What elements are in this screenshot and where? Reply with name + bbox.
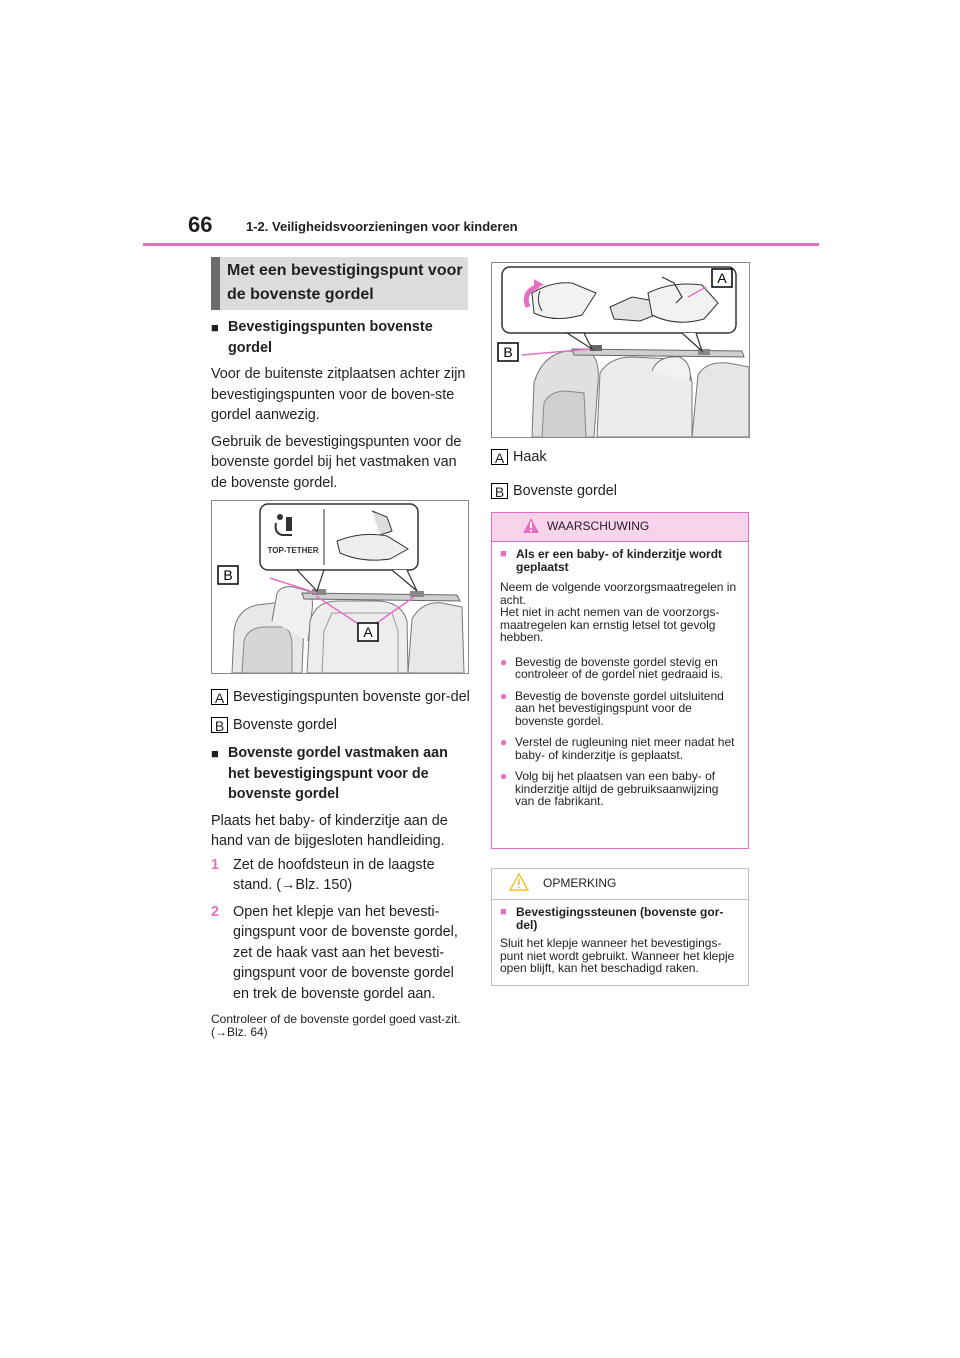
step-2 [211, 902, 471, 1005]
label-a-box: A [491, 449, 508, 465]
paragraph-2: Gebruik de bevestigingspunten voor de bovenste gordel bij het vastmaken van de bovenste gordel. [211, 433, 462, 491]
svg-text:TOP-TETHER: TOP-TETHER [267, 546, 319, 555]
legend-item-b [211, 715, 471, 736]
small-note: Controleer of de bovenste gordel goed vast-zit. (→Blz. 64) [211, 1012, 461, 1039]
svg-text:A: A [363, 624, 373, 640]
warning-bullet-text: Verstel de rugleuning niet meer nadat het baby- of kinderzitje is geplaatst. [515, 735, 735, 762]
warning-bullet [500, 736, 740, 761]
warning-triangle-icon [522, 517, 540, 534]
note-text: Sluit het klepje wanneer het bevestigings-punt niet wordt gebruikt. Wanneer het klepje open blijft, kan het beschadigd raken. [500, 936, 735, 975]
warning-bullet [500, 770, 740, 808]
bullet-dot-icon: ● [500, 654, 508, 669]
warning-box [491, 512, 749, 849]
legend2-item-a [491, 447, 749, 468]
square-bullet-icon: ■ [500, 906, 507, 918]
svg-text:B: B [223, 567, 233, 583]
legend-text-b: Bovenste gordel [233, 716, 338, 733]
step-1 [211, 855, 471, 896]
square-bullet-icon: ■ [211, 320, 219, 335]
section-heading-text: Met een bevestigingspunt voor de bovenste gordel [227, 262, 463, 303]
warning-content [492, 542, 748, 808]
label-b-box: B [491, 483, 508, 499]
bullet-dot-icon: ● [500, 769, 508, 783]
step-2-number: 2 [211, 903, 220, 920]
legend2-text-a: Haak [513, 449, 547, 465]
seat-illustration-1 [212, 501, 468, 673]
step-1-text: Zet de hoofdsteun in de laagste stand. (→Blz. 150) [233, 856, 435, 893]
square-bullet-icon: ■ [500, 548, 507, 560]
step-2-text: Open het klepje van het bevesti-gingspunt voor de bovenste gordel, zet de haak vast aan het bevesti-gingspunt voor de bovenste gordel en trek de bovenste gordel aan. [233, 903, 458, 1002]
heading-bar [211, 257, 220, 310]
legend-2 [491, 447, 749, 501]
legend-text-a: Bevestigingspunten bovenste gor-del [233, 689, 470, 705]
warning-bullet-text: Bevestig de bovenste gordel uitsluitend aan het bevestigingspunt voor de bovenste gordel. [515, 688, 724, 728]
figure-hook-attached [491, 262, 750, 438]
legend-item-a [211, 687, 471, 708]
warning-bullet-text: Volg bij het plaatsen van een baby- of kinderzitje altijd de gebruiksaanwijzing van de fabrikant. [515, 769, 719, 808]
legend2-text-b: Bovenste gordel [513, 482, 618, 499]
left-column-bottom [211, 687, 471, 1039]
subheading-2-text: Bovenste gordel vastmaken aan het bevestigingspunt voor de bovenste gordel [228, 745, 448, 802]
warning-intro: Neem de volgende voorzorgsmaatregelen in acht. [500, 580, 737, 607]
caution-triangle-icon [509, 873, 529, 891]
legend2-item-b [491, 481, 749, 502]
seat-illustration-2 [492, 263, 749, 437]
warning-heading-text: Als er een baby- of kinderzitje wordt geplaatst [516, 547, 723, 574]
subheading-2 [211, 743, 471, 805]
bullet-dot-icon: ● [500, 688, 508, 703]
warning-header [492, 513, 748, 542]
step-1-number: 1 [211, 856, 220, 873]
note-content [492, 900, 748, 975]
section-heading [211, 257, 468, 310]
left-column-top [211, 317, 471, 493]
subheading-1-text: Bevestigingspunten bovenste gordel [228, 319, 433, 356]
warning-intro-2: Het niet in acht nemen van de voorzorgs-maatregelen kan ernstig letsel tot gevolg hebben. [500, 605, 720, 644]
figure-top-tether-points [211, 500, 469, 674]
chapter-title: 1-2. Veiligheidsvoorzieningen voor kinderen [246, 219, 518, 234]
square-bullet-icon: ■ [211, 746, 219, 761]
page-number: 66 [188, 212, 213, 237]
note-heading-text: Bevestigingssteunen (bovenste gor-del) [516, 905, 724, 932]
subheading-1 [211, 317, 471, 358]
note-box [491, 868, 749, 986]
paragraph-3: Plaats het baby- of kinderzitje aan de hand van de bijgesloten handleiding. [211, 812, 448, 849]
warning-heading [500, 548, 740, 573]
bullet-dot-icon: ● [500, 735, 508, 749]
header-rule [143, 243, 819, 246]
label-a-box: A [211, 689, 228, 705]
note-title: OPMERKING [543, 876, 617, 890]
warning-bullet [500, 690, 740, 728]
warning-bullet-text: Bevestig de bovenste gordel stevig en controleer of de gordel niet gedraaid is. [515, 654, 724, 681]
warning-title: WAARSCHUWING [547, 519, 650, 533]
note-heading [500, 906, 740, 931]
warning-bullet [500, 656, 740, 681]
label-b-box: B [211, 717, 228, 733]
paragraph-1: Voor de buitenste zitplaatsen achter zijn bevestigingspunten voor de boven-ste gordel aanwezig. [211, 366, 466, 423]
svg-text:B: B [503, 344, 513, 360]
svg-text:A: A [717, 270, 727, 286]
note-header [492, 869, 748, 900]
